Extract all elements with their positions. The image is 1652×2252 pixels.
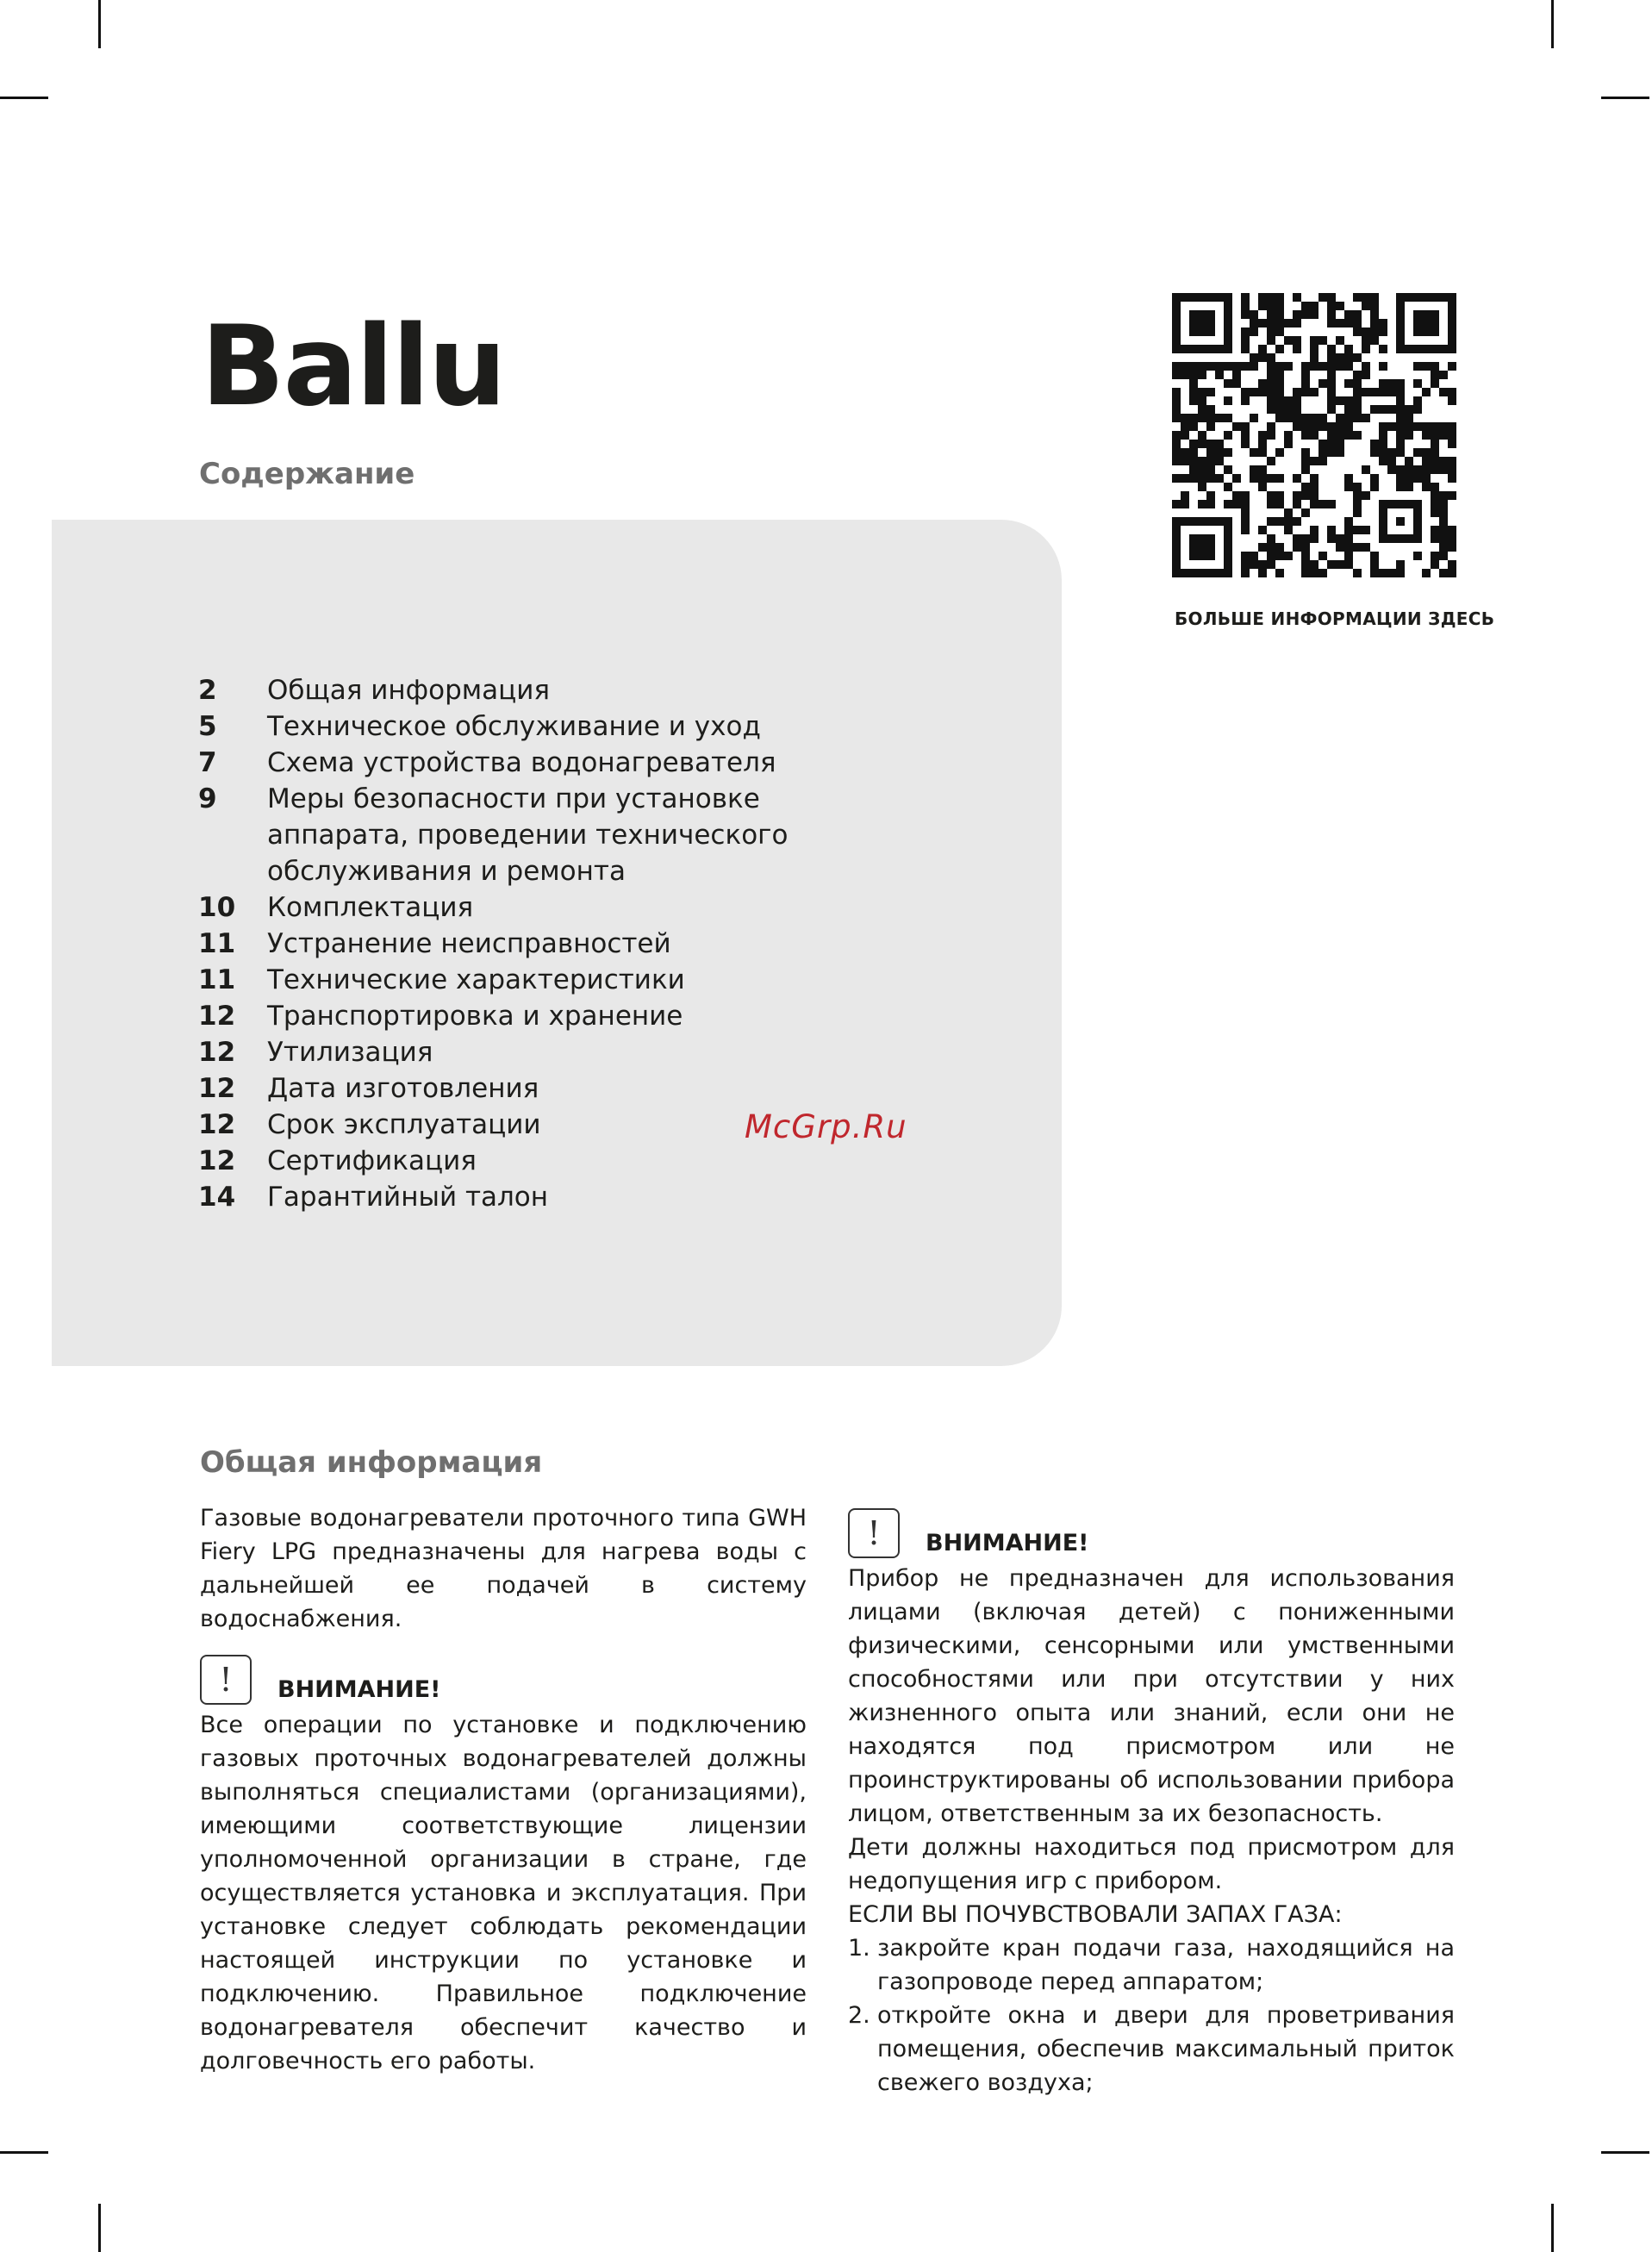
warning-icon: !	[848, 1508, 900, 1558]
qr-code[interactable]	[1172, 293, 1456, 577]
intro-paragraph: Газовые водонагреватели проточного типа GWH Fiery LPG предназначены для нагрева воды с дальнейшей ее подачей в систему водоснабжения.	[200, 1505, 807, 1632]
toc-item-page: 10	[198, 892, 236, 923]
gas-step	[848, 1931, 1455, 1999]
toc-item-page: 12	[198, 1145, 236, 1176]
toc-item[interactable]	[198, 998, 801, 1034]
gas-steps-list	[848, 1931, 1455, 2099]
warning-label: ВНИМАНИЕ!	[277, 1676, 441, 1703]
children-paragraph: Дети должны находиться под присмотром для недопущения игр с прибором.	[848, 1834, 1455, 1894]
crop-mark	[0, 2151, 48, 2154]
toc-item-page: 12	[198, 1037, 236, 1068]
warning-label: ВНИМАНИЕ!	[926, 1530, 1089, 1556]
qr-caption: БОЛЬШЕ ИНФОРМАЦИИ ЗДЕСЬ	[1175, 608, 1495, 629]
toc-item-title: Схема устройства водонагревателя	[267, 747, 776, 778]
warning-icon: !	[200, 1655, 252, 1705]
toc-item-title: Техническое обслуживание и уход	[267, 711, 761, 742]
toc-item-page: 2	[198, 675, 217, 706]
warning-text: Все операции по установке и подключению газовых проточных водонагревателей должны выполняться специалистами (организациями), имеющими соответствующие лицензии уполномоченной организации в стране, где осуществляется установка и эксплуатация. При установке следует соблюдать рекомендации настоящей инструкции по установке и подключению. Правильное подключение водонагревателя обеспечит качество и долговечность его работы.	[200, 1712, 807, 2074]
crop-mark	[1601, 97, 1649, 99]
warning-header	[200, 1655, 807, 1705]
toc-item[interactable]	[198, 1107, 801, 1143]
toc-item-title: Общая информация	[267, 675, 551, 706]
toc-item[interactable]	[198, 889, 801, 926]
toc-item-page: 5	[198, 711, 217, 742]
brand-logo: Ballu	[201, 303, 505, 431]
toc-item-title: Гарантийный талон	[267, 1182, 549, 1213]
toc-item-page: 11	[198, 928, 236, 959]
watermark: McGrp.Ru	[745, 1108, 907, 1145]
toc-item-title: Утилизация	[267, 1037, 433, 1068]
toc-item-page: 11	[198, 964, 236, 995]
right-column	[848, 1508, 1455, 2099]
toc-item-title: Комплектация	[267, 892, 474, 923]
toc-item[interactable]	[198, 781, 801, 889]
toc-item[interactable]	[198, 672, 801, 708]
crop-mark	[0, 97, 48, 99]
toc-item[interactable]	[198, 1143, 801, 1179]
toc-item-page: 12	[198, 1073, 236, 1104]
toc-item[interactable]	[198, 926, 801, 962]
crop-mark	[1601, 2151, 1649, 2154]
toc-item-page: 9	[198, 783, 217, 814]
gas-step	[848, 1999, 1455, 2099]
gas-heading: ЕСЛИ ВЫ ПОЧУВСТВОВАЛИ ЗАПАХ ГАЗА:	[848, 1901, 1343, 1928]
safety-paragraph: Прибор не предназначен для использования лицами (включая детей) с пониженными физическими, сенсорными или умственными способностями или при отсутствии у них жизненного опыта или знаний, если они не находятся под присмотром или не проинструктированы об использовании прибора лицом, ответственным за их безопасность.	[848, 1565, 1455, 1827]
crop-mark	[1551, 2204, 1554, 2252]
toc-item-title: Дата изготовления	[267, 1073, 539, 1104]
toc-item-title: Технические характеристики	[267, 964, 685, 995]
crop-mark	[98, 2204, 101, 2252]
gas-step-number: 2.	[848, 2002, 870, 2029]
gas-step-text: закройте кран подачи газа, находящийся на газопроводе перед аппаратом;	[877, 1935, 1455, 1995]
toc-item-title: Меры безопасности при установке аппарата, проведении технического обслуживания и ремонта	[267, 783, 789, 887]
toc-item[interactable]	[198, 1179, 801, 1215]
toc-item[interactable]	[198, 962, 801, 998]
toc-item-page: 14	[198, 1182, 236, 1213]
toc-item-title: Сертификация	[267, 1145, 477, 1176]
toc-item-title: Транспортировка и хранение	[267, 1001, 683, 1032]
toc-item-page: 12	[198, 1001, 236, 1032]
warning-header	[848, 1508, 1455, 1558]
toc-item[interactable]	[198, 1034, 801, 1070]
toc-list	[198, 672, 801, 1215]
toc-item-title: Срок эксплуатации	[267, 1109, 541, 1140]
toc-item[interactable]	[198, 1070, 801, 1107]
section-title: Общая информация	[200, 1445, 543, 1480]
crop-mark	[1551, 0, 1554, 48]
crop-mark	[98, 0, 101, 48]
toc-item-page: 12	[198, 1109, 236, 1140]
toc-item[interactable]	[198, 708, 801, 745]
gas-step-number: 1.	[848, 1935, 870, 1962]
left-column	[200, 1501, 807, 2078]
gas-step-text: откройте окна и двери для проветривания помещения, обеспечив максимальный приток свежего воздуха;	[877, 2002, 1455, 2096]
toc-item-title: Устранение неисправностей	[267, 928, 671, 959]
toc-title: Содержание	[199, 457, 415, 491]
toc-item-page: 7	[198, 747, 217, 778]
toc-item[interactable]	[198, 745, 801, 781]
